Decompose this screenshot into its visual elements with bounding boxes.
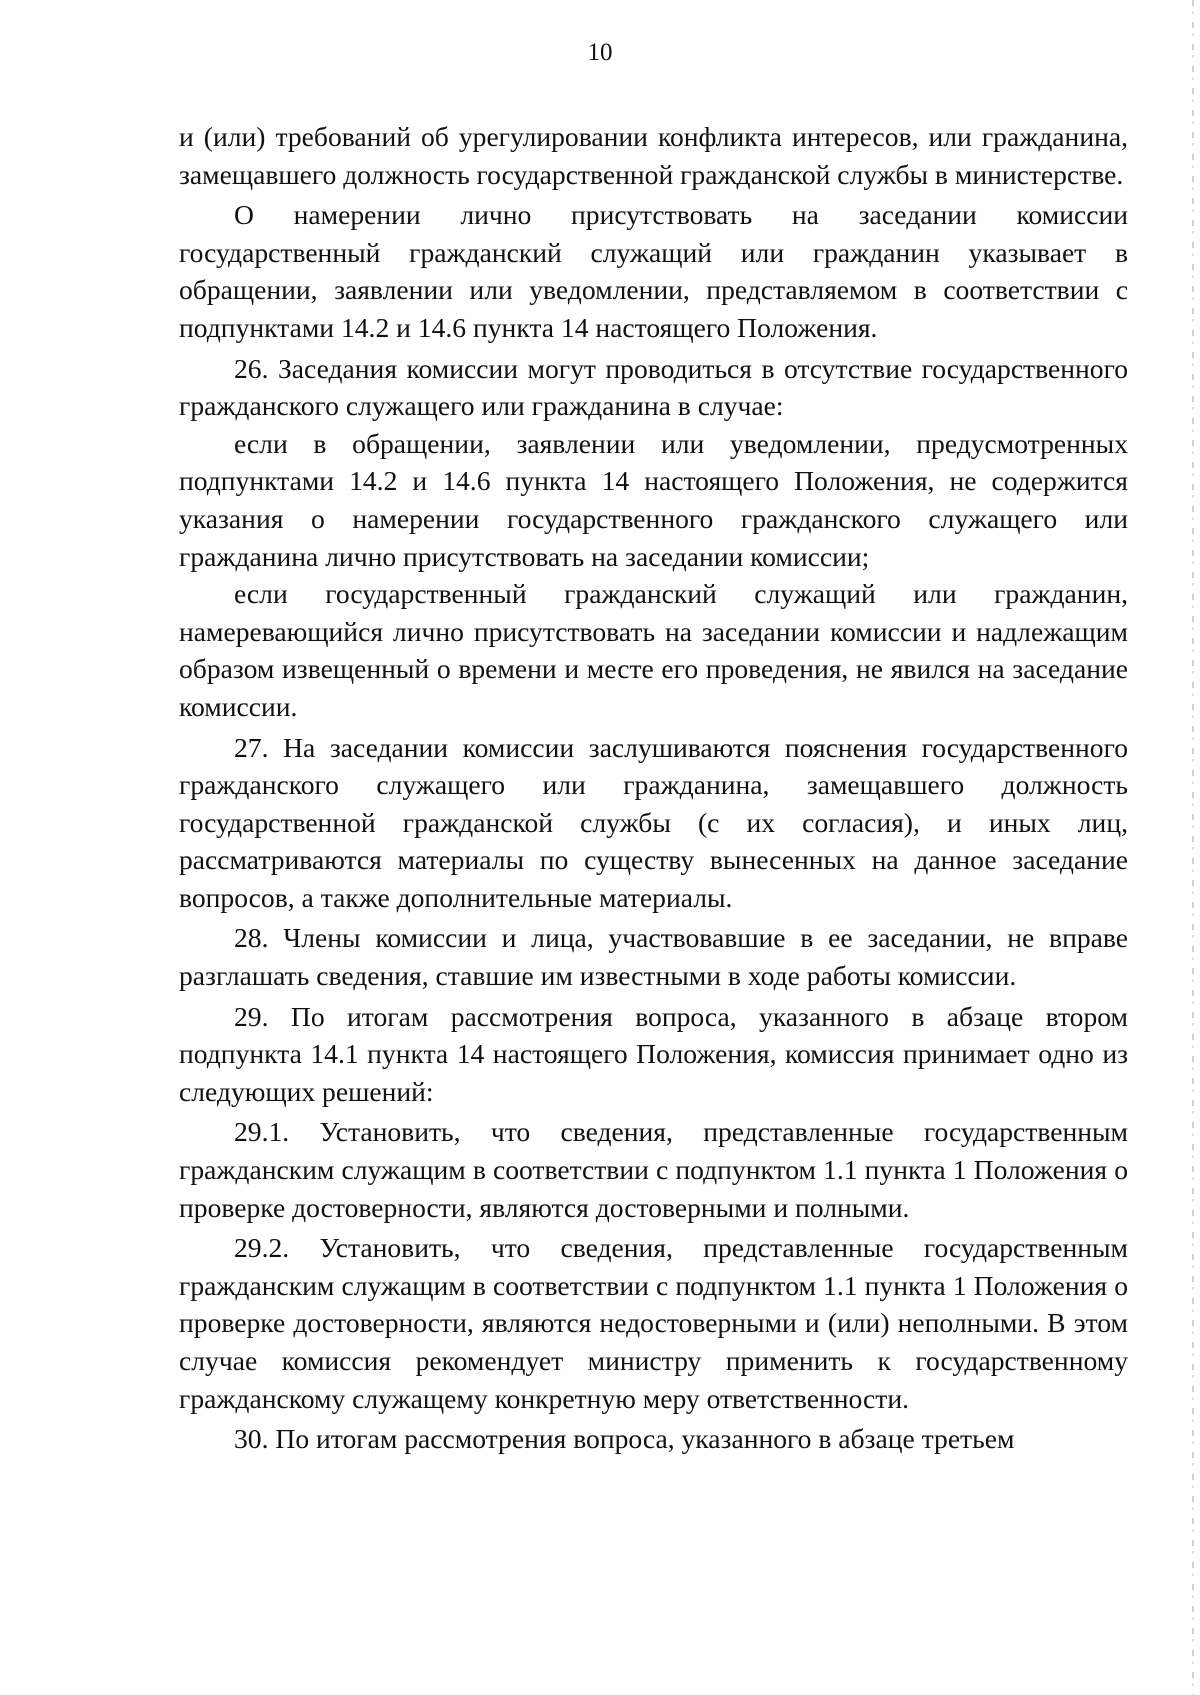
paragraph-intent-to-attend: О намерении лично присутствовать на заседании комиссии государственный гражданский служащий или гражданин указывает в обращении, заявлении или уведомлении, представляемом в соответствии с подпунктами 14.2 и 14.6 пункта 14 настоящего Положения.	[179, 199, 1128, 343]
document-body	[179, 118, 1128, 1458]
paragraph-29-2: 29.2. Установить, что сведения, представленные государственным гражданским служащим в соответствии с подпунктом 1.1 пункта 1 Положения о проверке достоверности, являются недостоверными и (или) неполными. В этом случае комиссия рекомендует министру применить к государственному гражданскому служащему конкретную меру ответственности.	[179, 1232, 1128, 1414]
paragraph-26-case-1: если в обращении, заявлении или уведомлении, предусмотренных подпунктами 14.2 и 14.6 пункта 14 настоящего Положения, не содержится указания о намерении государственного гражданского служащего или гражданина лично присутствовать на заседании комиссии;	[179, 427, 1128, 572]
paragraph-29-1: 29.1. Установить, что сведения, представленные государственным гражданским служащим в соответствии с подпунктом 1.1 пункта 1 Положения о проверке достоверности, являются достоверными и полными.	[179, 1116, 1128, 1223]
paragraph-30: 30. По итогам рассмотрения вопроса, указанного в абзаце третьем	[234, 1423, 1015, 1455]
paragraph-29: 29. По итогам рассмотрения вопроса, указанного в абзаце втором подпункта 14.1 пункта 14 настоящего Положения, комиссия принимает одно из следующих решений:	[179, 1000, 1128, 1107]
page-number: 10	[587, 39, 613, 66]
paragraph-28: 28. Члены комиссии и лица, участвовавшие в ее заседании, не вправе разглашать сведения, ставшие им известными в ходе работы комиссии.	[179, 922, 1128, 992]
scan-edge-artifact	[1192, 0, 1194, 1695]
paragraph-27: 27. На заседании комиссии заслушиваются пояснения государственного гражданского служащего или гражданина, замещавшего должность государственной гражданской службы (с их согласия), и иных лиц, рассматриваются материалы по существу вынесенных на данное заседание вопросов, а также дополнительные материалы.	[179, 731, 1128, 913]
paragraph-26-case-2: если государственный гражданский служащий или гражданин, намеревающийся лично присутствовать на заседании комиссии и надлежащим образом извещенный о времени и месте его проведения, не явился на заседание комиссии.	[179, 578, 1128, 722]
paragraph-26: 26. Заседания комиссии могут проводиться в отсутствие государственного гражданского служащего или гражданина в случае:	[179, 352, 1128, 422]
paragraph-continuation: и (или) требований об урегулировании конфликта интересов, или гражданина, замещавшего должность государственной гражданской службы в министерстве.	[179, 121, 1128, 190]
